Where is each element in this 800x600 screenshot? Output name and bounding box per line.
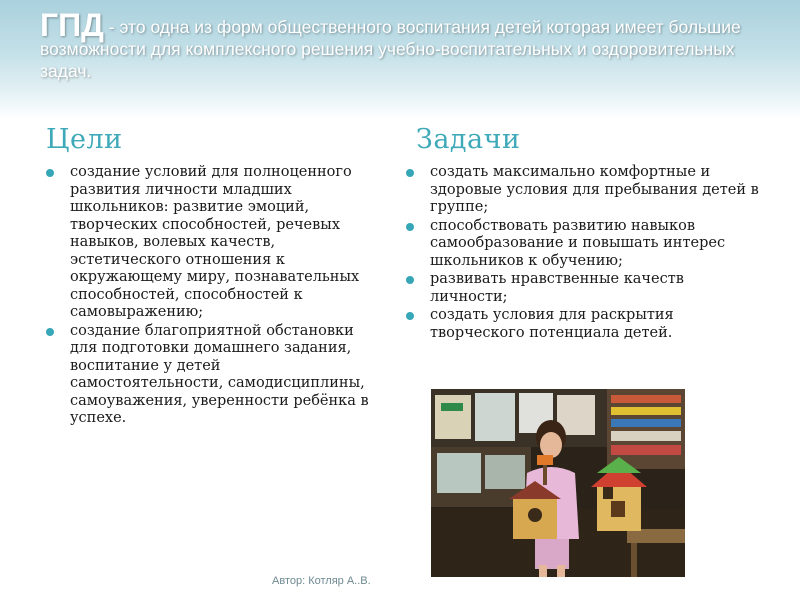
list-item (404, 218, 764, 271)
tasks-list (404, 164, 764, 343)
task-text: создать условия для раскрытия творческого потенциала детей. (430, 307, 674, 341)
list-item (44, 164, 374, 322)
bullet-icon (46, 169, 54, 177)
task-text: способствовать развитию навыков самообразование и повышать интерес школьников к обучению; (430, 217, 726, 269)
bullet-icon (406, 276, 414, 284)
bullet-icon (406, 169, 414, 177)
goals-heading: Цели (46, 124, 123, 155)
goals-list (44, 164, 374, 429)
girl-with-birdhouses-image (431, 389, 685, 577)
list-item (404, 271, 764, 306)
list-item (44, 323, 374, 428)
task-text: создать максимально комфортные и здоровые условия для пребывания детей в группе; (430, 164, 759, 215)
goal-text: создание условий для полноценного развития личности младших школьников: развитие эмоций, творческих способностей, речевых навыков, волевых качеств, эстетического отношения к окружающему миру, познавательных способностей, способностей к самовыражению; (70, 164, 360, 320)
bullet-icon (406, 223, 414, 231)
list-item (404, 307, 764, 342)
title-acronym: ГПД (40, 7, 104, 43)
bullet-icon (406, 312, 414, 320)
author-caption: Автор: Котляр А..В. (272, 575, 371, 587)
tasks-heading: Задачи (416, 124, 521, 155)
classroom-photo (431, 389, 685, 577)
list-item (404, 164, 764, 217)
bullet-icon (46, 328, 54, 336)
slide-title (40, 7, 780, 82)
goal-text: создание благоприятной обстановки для подготовки домашнего задания, воспитание у детей самостоятельности, самодисциплины, самоуважения, уверенности ребёнка в успехе. (70, 322, 369, 426)
task-text: развивать нравственные качеств личности; (430, 271, 684, 305)
title-definition: - это одна из форм общественного воспитания детей которая имеет большие возможности для комплексного решения учебно-воспитательных и оздоровительных задач. (40, 17, 741, 81)
